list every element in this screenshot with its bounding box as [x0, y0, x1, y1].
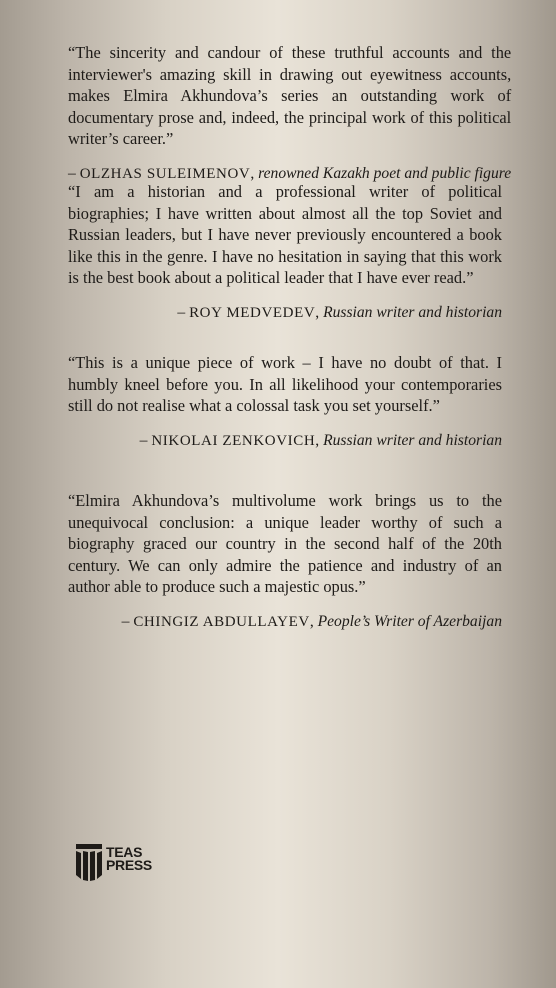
quote-text: “I am a historian and a professional writer of political biographies; I have written about almost all the top Soviet and Russian leaders, but I have never previously encountered a book like this in the genre. I have no hesitation in saying that this work is the best book about a political leader that I have ever read.”	[68, 182, 502, 287]
quote-text: “This is a unique piece of work – I have no doubt of that. I humbly kneel before you. In all likelihood your contemporaries still do not realise what a colossal task you set yourself.”	[68, 353, 502, 415]
attribution-dash: –	[139, 431, 152, 449]
attribution-dash: –	[177, 303, 190, 321]
publisher-name-line2: PRESS	[106, 857, 152, 873]
attribution-role: People’s Writer of Azerbaijan	[317, 612, 502, 630]
attribution-dash: –	[68, 164, 80, 182]
attribution-separator: ,	[315, 431, 324, 449]
quote-block-zenkovich	[68, 352, 502, 451]
publisher-logo	[76, 843, 152, 881]
quote-block-suleimenov	[68, 42, 511, 184]
attribution-role: renowned Kazakh poet and public figure	[258, 164, 512, 182]
quote-block-medvedev	[68, 181, 502, 323]
teas-press-logo-icon	[76, 843, 102, 881]
attribution-name: CHINGIZ ABDULLAYEV	[133, 613, 310, 630]
attribution-separator: ,	[315, 303, 324, 321]
attribution-name: ROY MEDVEDEV	[189, 304, 316, 321]
quote-attribution	[68, 431, 502, 451]
attribution-dash: –	[121, 612, 134, 630]
publisher-name-line1: TEAS	[106, 844, 143, 860]
quote-attribution	[68, 303, 502, 323]
publisher-name	[106, 846, 152, 872]
quote-attribution	[68, 612, 502, 632]
quote-text: “Elmira Akhundova’s multivolume work brings us to the unequivocal conclusion: a unique leader worthy of such a biography graced our country in the second half of the 20th century. We can only admire the patience and industry of an author able to produce such a majestic opus.”	[68, 491, 502, 596]
attribution-separator: ,	[309, 612, 318, 630]
attribution-role: Russian writer and historian	[323, 431, 502, 449]
attribution-separator: ,	[250, 164, 259, 182]
quote-text: “The sincerity and candour of these truthful accounts and the interviewer's amazing skill in drawing out eyewitness accounts, makes Elmira Akhundova’s series an outstanding work of documentary prose and, indeed, the principal work of this political writer’s career.”	[68, 43, 512, 148]
quote-block-abdullayev	[68, 490, 502, 632]
attribution-name: OLZHAS SULEIMENOV	[79, 165, 251, 182]
attribution-name: NIKOLAI ZENKOVICH	[151, 432, 316, 449]
attribution-role: Russian writer and historian	[323, 303, 502, 321]
